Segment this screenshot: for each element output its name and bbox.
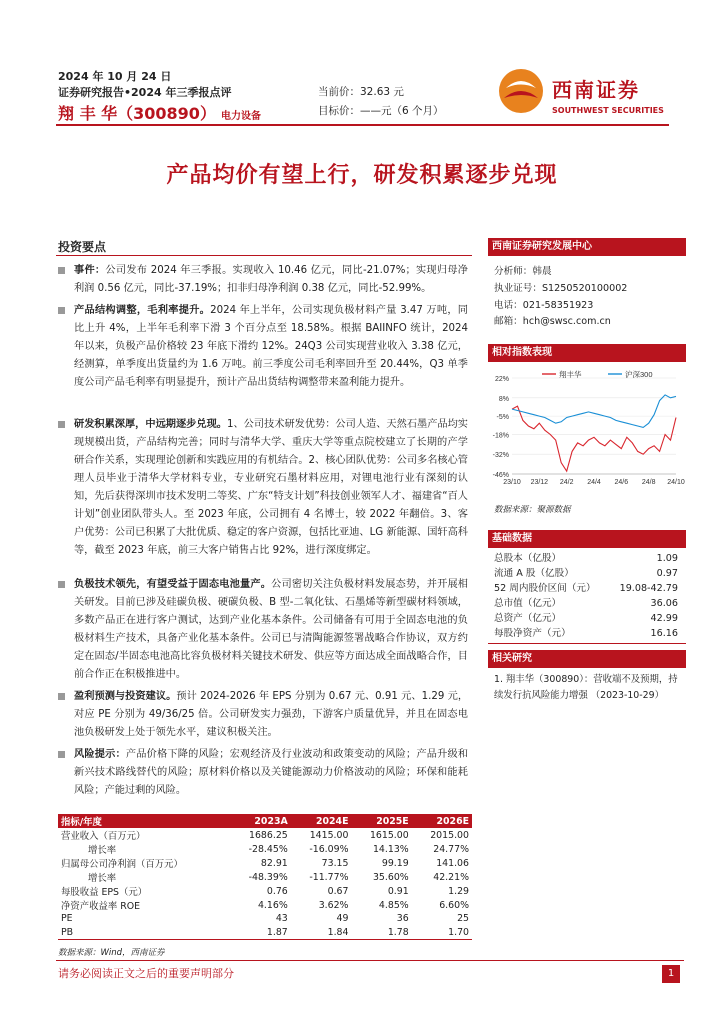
cell: 73.15 xyxy=(321,857,349,869)
basic-row xyxy=(494,566,678,581)
table-row xyxy=(58,912,472,925)
cell: -28.45% xyxy=(248,843,288,855)
row-label: 增长率 xyxy=(88,845,117,856)
cell: 1.84 xyxy=(291,925,352,939)
bullet-text: 2024 年上半年，公司实现负极材料产量 3.47 万吨，同比上升 4%，上半年毛利率下滑 3 个百分点至 18.58%。根据 BAIINFO 统计，2024 年以来，负极产品价格较 23 年底下滑约 12%。24Q3 公司实现营业收入 3.38 亿元，经测算，单季度出货量约为 1.6 万吨。前三季度公司毛利率回升至 20.44%，Q3 单季度公司产品毛利率有明显提升，预计产品出货结构调整带来盈利能力提升。 xyxy=(74,305,468,388)
footer-disclaimer: 请务必阅读正文之后的重要声明部分 xyxy=(58,967,234,980)
cell: 42.21% xyxy=(433,871,469,883)
cell: 4.16% xyxy=(257,899,288,911)
company-line xyxy=(58,101,261,124)
cell: 3.62% xyxy=(318,899,349,911)
cell: 2015.00 xyxy=(430,829,469,841)
analyst-name: 分析师：韩晨 xyxy=(494,266,552,277)
x-tick-label: 23/12 xyxy=(530,479,549,486)
chart-lines xyxy=(512,395,676,471)
cell: 1615.00 xyxy=(369,829,409,841)
sidebar-center-title: 西南证券研究发展中心 xyxy=(488,238,686,256)
table-row xyxy=(58,870,472,884)
bullet-lead: 产品结构调整，毛利率提升。 xyxy=(74,305,211,316)
industry-label: 电力设备 xyxy=(221,111,262,122)
bullet-text: 1、公司技术研发优势：公司人造、天然石墨产品均实现规模出货，产品结构完善；同时与清华大学、重庆大学等重点院校建立了长期的产学研合作关系，实现理论创新和实践应用的有机结合。2、核心团队优势：公司多名核心管理人员毕业于清华大学材料专业，专业研究石墨材料应用，对锂电池行业有深刻的认知，先后获得深圳市技术发明二等奖、广东“特支计划”科技创业领军人才、福建省“百人计划”创业团队带头人。至 2023 年底，公司拥有 4 名博士，较 2022 年翻倍。3、客户优势：公司已积累了大批优质、稳定的客户资源，包括比亚迪、LG 新能源、国轩高科等，截至 2023 年底，前三大客户销售占比 92%，进行深度绑定。 xyxy=(74,419,468,556)
cell: 0.67 xyxy=(327,885,349,897)
chart-labels xyxy=(493,376,685,486)
x-tick-label: 24/10 xyxy=(667,479,685,486)
table-row xyxy=(58,884,472,898)
company-name: 翔 丰 华（300890） xyxy=(58,104,216,123)
cell: 0.91 xyxy=(387,885,409,897)
basic-row xyxy=(494,626,678,641)
cell: 43 xyxy=(275,913,288,925)
table-row xyxy=(58,856,472,870)
bullet-marker xyxy=(58,267,65,274)
analyst-phone: 电话：021-58351923 xyxy=(494,300,594,311)
bullet-lead: 盈利预测与投资建议。 xyxy=(74,691,177,702)
bullet-product-structure xyxy=(58,302,468,392)
y-tick-label: -46% xyxy=(492,472,509,479)
x-tick-label: 24/6 xyxy=(614,479,629,486)
analyst-email[interactable]: 邮箱：hch@swsc.com.cn xyxy=(494,316,611,327)
basic-label: 流通 A 股（亿股） xyxy=(494,568,574,579)
basic-row xyxy=(494,581,678,596)
cell: 35.60% xyxy=(372,871,409,883)
bullet-lead: 负极技术领先，有望受益于固态电池量产。 xyxy=(74,579,272,590)
cell: -11.77% xyxy=(309,871,349,883)
company-logo xyxy=(498,66,674,124)
cell: -48.39% xyxy=(248,871,288,883)
legend-label: 沪深300 xyxy=(625,370,653,379)
table-header: 2023A xyxy=(230,814,291,828)
cell: 82.91 xyxy=(260,857,288,869)
cell: 1.78 xyxy=(351,925,411,939)
x-tick-label: 24/4 xyxy=(587,479,601,486)
chart-legend xyxy=(542,369,653,379)
current-price: 当前价：32.63 元 xyxy=(318,86,404,98)
cell: 36 xyxy=(396,913,409,925)
row-label: PE xyxy=(61,913,73,925)
bullet-text: 公司密切关注负极材料发展态势，并开展相关研发。目前已涉及硅碳负极、硬碳负极、B 型-二氧化钛、石墨烯等新型碳材料领域，多数产品正在进行客户测试，达到产业化基本条件。公司储备有可用于全固态电池的负极材料生产技术，具备产业化基本条件。公司已与清陶能源签署战略合作协议，双方约定在固态/半固态电池高比容负极材料关键技术研发、供应等方面达成全面战略合作，目前合作正在积极推进中。 xyxy=(74,579,468,680)
cell: 99.19 xyxy=(381,857,409,869)
bullet-rd xyxy=(58,416,468,560)
basic-row xyxy=(494,611,678,626)
cell: 24.77% xyxy=(433,843,469,855)
cell: 1.87 xyxy=(230,925,291,939)
table-row xyxy=(58,842,472,856)
row-label: PB xyxy=(58,925,230,939)
y-tick-label: -5% xyxy=(496,414,509,422)
basic-value: 42.99 xyxy=(650,613,678,624)
page-number: 1 xyxy=(662,965,680,983)
cell: 1.29 xyxy=(448,885,469,897)
sidebar-basic-title: 基础数据 xyxy=(488,530,686,548)
table-row xyxy=(58,925,472,939)
y-tick-label: -32% xyxy=(492,452,509,460)
cell: -16.09% xyxy=(309,843,349,855)
x-tick-label: 24/2 xyxy=(559,479,574,486)
target-price: 目标价：——元（6 个月） xyxy=(318,105,444,117)
bullet-text: 预计 2024-2026 年 EPS 分别为 0.67 元、0.91 元、1.29 元，对应 PE 分别为 49/36/25 倍。公司研发实力强劲，下游客户质量优异，并且在固态电池负极研发上处于领先水平，建议积极关注。 xyxy=(74,691,469,738)
section-divider xyxy=(56,255,472,256)
report-title: 产品均价有望上行，研发积累逐步兑现 xyxy=(166,163,558,188)
sidebar-chart-title: 相对指数表现 xyxy=(488,344,686,362)
cell: 1.70 xyxy=(412,925,472,939)
relative-index-chart xyxy=(486,368,686,492)
basic-value: 19.08-42.79 xyxy=(619,583,678,594)
table-row xyxy=(58,828,472,842)
logo-text-en: SOUTHWEST SECURITIES xyxy=(552,106,664,115)
bullet-lead: 研发积累深厚，中远期逐步兑现。 xyxy=(74,419,227,430)
y-tick-label: -18% xyxy=(492,432,509,440)
basic-row xyxy=(494,596,678,611)
row-label: 营业收入（百万元） xyxy=(61,831,146,842)
bullet-lead: 风险提示： xyxy=(74,749,126,760)
table-header: 2026E xyxy=(412,814,472,828)
basic-label: 总资产（亿元） xyxy=(494,613,562,624)
y-tick-label: 8% xyxy=(498,395,509,403)
basic-label: 每股净资产（元） xyxy=(494,628,571,639)
basic-value: 16.16 xyxy=(650,628,678,639)
basic-value: 1.09 xyxy=(656,553,678,564)
logo-text-cn: 西南证券 xyxy=(552,78,640,102)
footer-divider xyxy=(56,960,684,961)
table-header-row xyxy=(58,814,472,828)
cell: 4.85% xyxy=(378,899,409,911)
forecast-table xyxy=(58,814,472,940)
section-title: 投资要点 xyxy=(58,240,107,254)
report-type: 证券研究报告•2024 年三季报点评 xyxy=(58,86,232,99)
basic-divider xyxy=(488,643,686,644)
cell: 49 xyxy=(336,913,349,925)
row-label: 每股收益 EPS（元） xyxy=(61,887,148,898)
table-source: 数据来源：Wind，西南证券 xyxy=(58,948,165,958)
x-tick-label: 24/8 xyxy=(641,479,656,486)
basic-value: 36.06 xyxy=(650,598,678,609)
bullet-marker xyxy=(58,751,65,758)
chart-source: 数据来源：聚源数据 xyxy=(494,505,571,515)
cell: 14.13% xyxy=(372,843,409,855)
bullet-text: 公司发布 2024 年三季报。实现收入 10.46 亿元，同比-21.07%；实现归母净利润 0.56 亿元，同比-37.19%；扣非归母净利润 0.38 亿元，同比-52.99%。 xyxy=(74,265,468,294)
table-header: 2025E xyxy=(351,814,411,828)
table-header: 指标/年度 xyxy=(58,814,230,828)
cell: 6.60% xyxy=(439,899,469,911)
bullet-event xyxy=(58,262,468,298)
header-divider xyxy=(56,124,669,126)
bullet-lead: 事件： xyxy=(74,265,106,276)
sidebar-related-title: 相关研究 xyxy=(488,650,686,668)
basic-value: 0.97 xyxy=(656,568,678,579)
analyst-license: 执业证号：S1250520100002 xyxy=(494,283,628,294)
bullet-marker xyxy=(58,581,65,588)
basic-label: 总市值（亿元） xyxy=(494,598,562,609)
basic-row xyxy=(494,551,678,566)
report-date: 2024 年 10 月 24 日 xyxy=(58,70,172,83)
cell: 0.76 xyxy=(266,885,288,897)
table-row xyxy=(58,898,472,912)
y-tick-label: 22% xyxy=(494,376,509,383)
cell: 141.06 xyxy=(436,857,469,869)
bullet-marker xyxy=(58,421,65,428)
cell: 25 xyxy=(457,913,469,925)
row-label: 增长率 xyxy=(88,873,117,884)
related-report-link[interactable]: 1. 翔丰华（300890）：营收端不及预期，持续发行抗风险能力增强 （2023-10-29） xyxy=(494,674,678,701)
x-tick-label: 23/10 xyxy=(503,479,521,486)
row-label: 归属母公司净利润（百万元） xyxy=(61,859,183,870)
series-line-index xyxy=(512,395,676,428)
bullet-marker xyxy=(58,307,65,314)
legend-label: 翔丰华 xyxy=(559,370,582,379)
basic-label: 总股本（亿股） xyxy=(494,553,562,564)
bullet-forecast xyxy=(58,688,468,742)
cell: 1415.00 xyxy=(309,829,349,841)
bullet-anode-tech xyxy=(58,576,468,684)
bullet-text: 产品价格下降的风险；宏观经济及行业波动和政策变动的风险；产品升级和新兴技术路线替代的风险；原材料价格以及关键能源动力价格波动的风险；环保和能耗风险；产能过剩的风险。 xyxy=(74,749,469,796)
basic-label: 52 周内股价区间（元） xyxy=(494,583,596,594)
cell: 1686.25 xyxy=(248,829,288,841)
logo-icon xyxy=(498,68,544,114)
bullet-marker xyxy=(58,693,65,700)
table-header: 2024E xyxy=(291,814,352,828)
row-label: 净资产收益率 ROE xyxy=(61,901,141,912)
bullet-risk xyxy=(58,746,468,800)
